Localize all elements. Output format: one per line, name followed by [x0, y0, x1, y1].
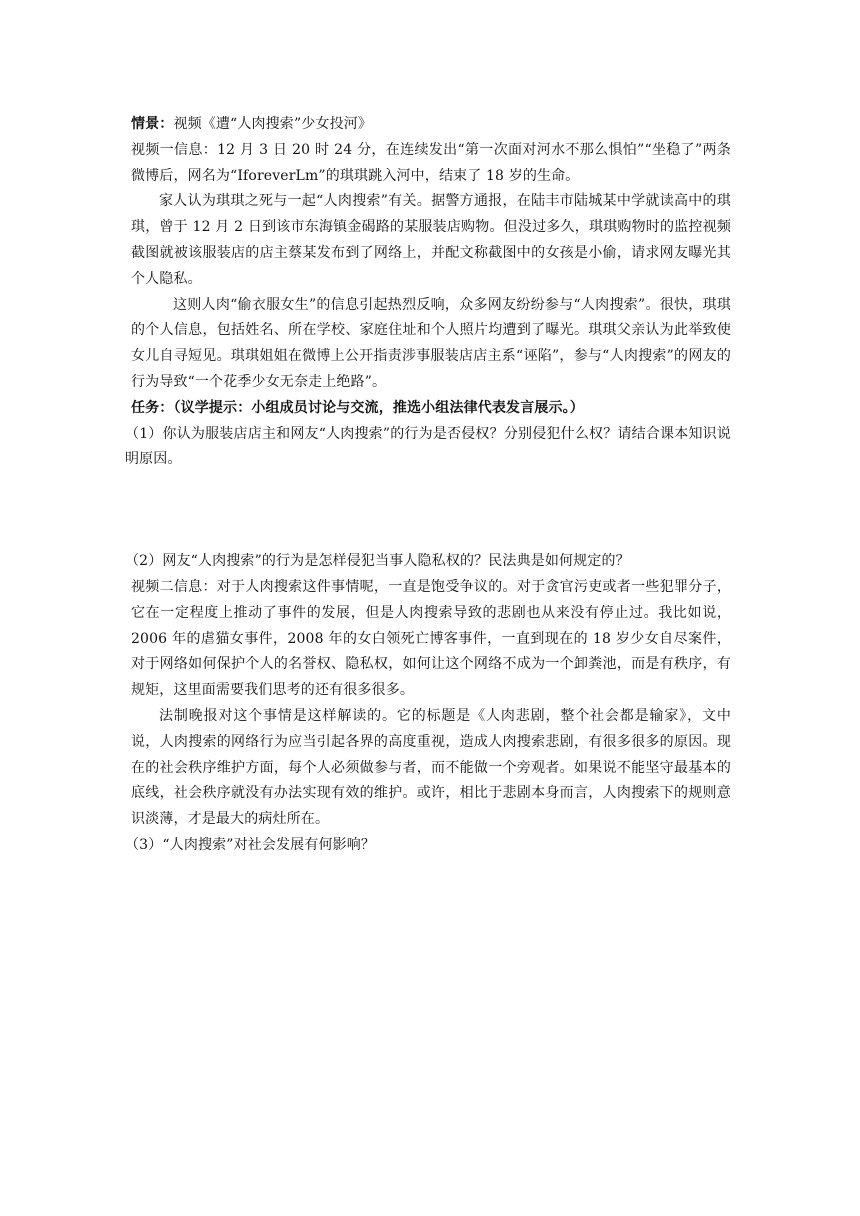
scenario-text: 视频《遭“人肉搜索”少女投河》: [173, 116, 373, 132]
task-hint: （议学提示：小组成员讨论与交流，推选小组法律代表发言展示。）: [173, 399, 584, 416]
scenario-label: 情景：: [131, 116, 174, 132]
task-label: 任务：: [131, 399, 174, 416]
task-line: [131, 396, 731, 422]
video2-commentary-paragraph: 法制晚报对这个事情是这样解读的。它的标题是《人肉悲剧，整个社会都是输家》，文中说，人肉搜索的网络行为应当引起各界的高度重视，造成人肉搜索悲剧，有很多很多的原因。现在的社会秩序维护方面，每个人必须做参与者，而不能做一个旁观者。如果说不能坚守最基本的底线，社会秩序就没有办法实现有效的维护。或许，相比于悲剧本身而言，人肉搜索下的规则意识淡薄，才是最大的病灶所在。: [131, 707, 731, 828]
scenario-line: [131, 112, 731, 138]
video2-info-paragraph: 视频二信息：对于人肉搜索这件事情呢，一直是饱受争议的。对于贪官污吏或者一些犯罪分子，它在一定程度上推动了事件的发展，但是人肉搜索导致的悲剧也从来没有停止过。我比如说，2006 年的虐猫女事件，2008 年的女白领死亡博客事件，一直到现在的 18 岁少女自尽案件，对于网络如何保护个人的名誉权、隐私权，如何让这个网络不成为一个卸粪池，而是有秩序，有规矩，这里面需要我们思考的还有很多很多。: [131, 578, 731, 699]
document-page: [125, 112, 731, 859]
video1-info-paragraph: 视频一信息：12 月 3 日 20 时 24 分，在连续发出“第一次面对河水不那么惧怕”“坐稳了”两条微博后，网名为“IforeverLm”的琪琪跳入河中，结束了 18 岁的生命。: [131, 141, 731, 184]
answer-space: [131, 473, 731, 549]
question-1: （1）你认为服装店店主和网友“人肉搜索”的行为是否侵权？分别侵犯什么权？请结合课本知识说明原因。: [125, 425, 731, 468]
video1-family-paragraph: 家人认为琪琪之死与一起“人肉搜索”有关。据警方通报，在陆丰市陆城某中学就读高中的琪琪，曾于 12 月 2 日到该市东海镇金碣路的某服装店购物。但没过多久，琪琪购物时的监控视频截图就被该服装店的店主蔡某发布到了网络上，并配文称截图中的女孩是小偷，请求网友曝光其个人隐私。: [131, 193, 731, 287]
question-2: （2）网友“人肉搜索”的行为是怎样侵犯当事人隐私权的？民法典是如何规定的？: [125, 553, 630, 570]
video1-reaction-paragraph: 这则人肉“偷衣服女生”的信息引起热烈反响，众多网友纷纷参与“人肉搜索”。很快，琪琪的个人信息，包括姓名、所在学校、家庭住址和个人照片均遭到了曝光。琪琪父亲认为此举致使女儿自寻短见。琪琪姐姐在微博上公开指责涉事服装店店主系“诬陷”，参与“人肉搜索”的网友的行为导致“一个花季少女无奈走上绝路”。: [131, 296, 731, 390]
question-3: （3）“人肉搜索”对社会发展有何影响？: [125, 836, 376, 853]
